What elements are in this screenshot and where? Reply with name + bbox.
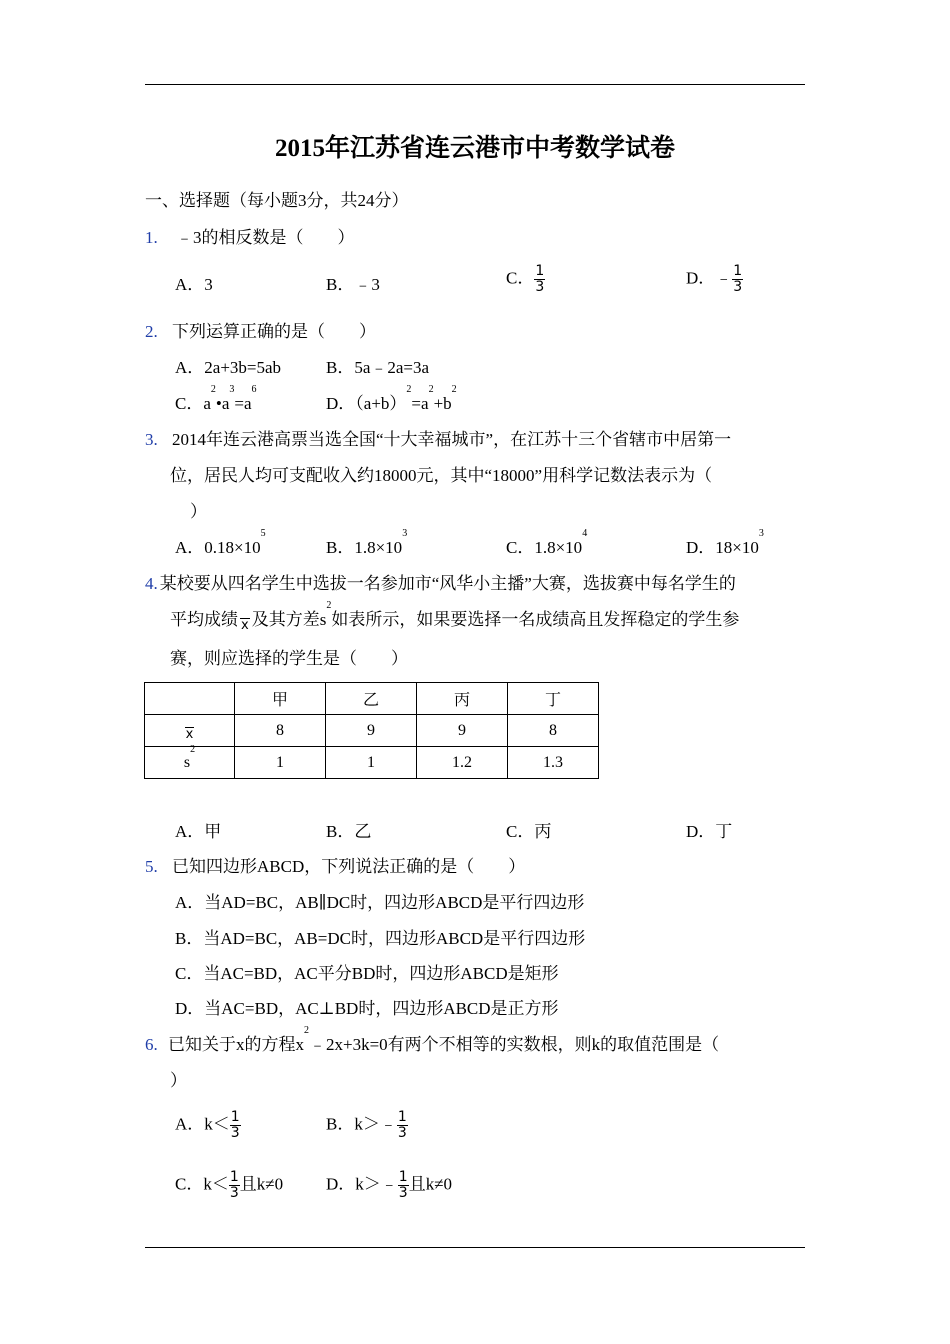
fraction: $\frac{1}{3}$ xyxy=(398,1169,408,1201)
option-d xyxy=(686,264,743,295)
question-2 xyxy=(145,322,376,342)
question-number: 5. xyxy=(145,857,158,876)
question-1 xyxy=(145,228,355,248)
option-b: B．当AD=BC，AB=DC时，四边形ABCD是平行四边形 xyxy=(175,929,586,948)
table-row xyxy=(145,747,599,779)
option-c: C．丙 xyxy=(506,822,552,841)
question-3-line-3: ） xyxy=(190,502,207,521)
fraction: $\frac{1}{3}$ xyxy=(535,263,545,295)
question-4-line-2: 平均成绩 x 及其方差$s^2$如表所示，如果要选择一名成绩高且发挥稳定的学生参 xyxy=(170,600,740,633)
option-a: A．2a+3b=5ab xyxy=(175,358,282,377)
mean-symbol: x xyxy=(241,618,249,633)
page-title: 2015年江苏省连云港市中考数学试卷 xyxy=(274,135,675,162)
option-d: D．$(a+b)^2=a^2+b^2$ xyxy=(326,384,457,413)
fraction: $\frac{1}{3}$ xyxy=(229,1169,239,1201)
question-number: 6. xyxy=(145,1035,158,1054)
table-row xyxy=(145,715,599,747)
option-c: C．$1.8\times 10^4$ xyxy=(506,528,588,557)
option-d: D．当AC=BD，AC⊥BD时，四边形ABCD是正方形 xyxy=(175,999,559,1018)
bottom-rule xyxy=(145,1247,805,1248)
question-6 xyxy=(145,1025,720,1055)
table-cell: 乙 xyxy=(326,683,417,715)
table-cell: 1 xyxy=(235,747,326,779)
top-rule xyxy=(145,84,805,85)
option-b: B．5a﹣2a=3a xyxy=(326,358,430,377)
table-cell: 8 xyxy=(235,715,326,747)
table-cell: 8 xyxy=(508,715,599,747)
question-number: 4. xyxy=(145,574,158,593)
option-b: B．﹣3 xyxy=(326,275,380,294)
question-number: 1. xyxy=(145,228,158,247)
mean-symbol: x xyxy=(185,726,194,742)
option-c xyxy=(506,264,545,295)
question-4 xyxy=(145,574,736,594)
question-4-line-3: 赛，则应选择的学生是（ ） xyxy=(170,649,408,668)
fraction: $\frac{1}{3}$ xyxy=(397,1109,407,1141)
question-stem: 2014年连云港高票当选全国“十大幸福城市”，在江苏十三个省辖市中居第一 xyxy=(172,430,732,449)
score-table xyxy=(144,682,599,779)
table-cell: 9 xyxy=(417,715,508,747)
question-stem: 已知四边形ABCD，下列说法正确的是（ ） xyxy=(172,857,526,876)
question-3-line-2: 位，居民人均可支配收入约18000元，其中“18000”用科学记数法表示为（ xyxy=(170,466,713,485)
table-cell: 丁 xyxy=(508,683,599,715)
option-b: B．乙 xyxy=(326,822,372,841)
option-a: A．3 xyxy=(175,275,213,294)
question-3 xyxy=(145,430,731,450)
table-cell: 1.2 xyxy=(417,747,508,779)
table-cell: 1.3 xyxy=(508,747,599,779)
question-number: 3. xyxy=(145,430,158,449)
option-b: B．$1.8\times 10^3$ xyxy=(326,528,408,557)
question-stem: 下列运算正确的是（ ） xyxy=(172,322,376,341)
table-cell: 丙 xyxy=(417,683,508,715)
option-c: C．k＜ $\frac{1}{3}$ 且k≠0 xyxy=(175,1169,284,1201)
question-5 xyxy=(145,857,525,877)
table-cell: 甲 xyxy=(235,683,326,715)
table-cell: 9 xyxy=(326,715,417,747)
table-cell: 1 xyxy=(326,747,417,779)
option-d: D．丁 xyxy=(686,822,733,841)
option-label: C． xyxy=(506,268,535,288)
question-stem: ﹣3的相反数是（ ） xyxy=(176,228,355,247)
option-b: B．k＞﹣ $\frac{1}{3}$ xyxy=(326,1109,407,1141)
option-d: D．k＞﹣ $\frac{1}{3}$ 且k≠0 xyxy=(326,1169,453,1201)
option-a: A．当AD=BC，AB∥DC时，四边形ABCD是平行四边形 xyxy=(175,893,585,912)
question-number: 2. xyxy=(145,322,158,341)
table-cell xyxy=(145,715,235,747)
fraction: $\frac{1}{3}$ xyxy=(230,1109,240,1141)
question-stem: 某校要从四名学生中选拔一名参加市“风华小主播”大赛，选拔赛中每名学生的 xyxy=(159,574,736,593)
option-d: D．$18\times 10^3$ xyxy=(686,528,764,557)
table-cell: $s^2$ xyxy=(145,747,235,779)
option-a: A．甲 xyxy=(175,822,222,841)
option-a: A．k＜ $\frac{1}{3}$ xyxy=(175,1109,240,1141)
fraction: $\frac{1}{3}$ xyxy=(733,263,743,295)
section-heading: 一、选择题（每小题3分，共24分） xyxy=(145,191,409,210)
option-c: C．$a^2•a^3=a^6$ xyxy=(175,384,257,413)
table-header-row xyxy=(145,683,599,715)
question-6-line-2: ） xyxy=(170,1071,187,1090)
option-a: A．$0.18\times 10^5$ xyxy=(175,528,266,557)
table-cell xyxy=(145,683,235,715)
option-c: C．当AC=BD，AC平分BD时，四边形ABCD是矩形 xyxy=(175,964,559,983)
option-label: D．﹣ xyxy=(686,268,733,288)
question-stem: 已知关于x的方程$x^2﹣2x+3k=0$有两个不相等的实数根，则k的取值范围是（ xyxy=(168,1025,720,1054)
